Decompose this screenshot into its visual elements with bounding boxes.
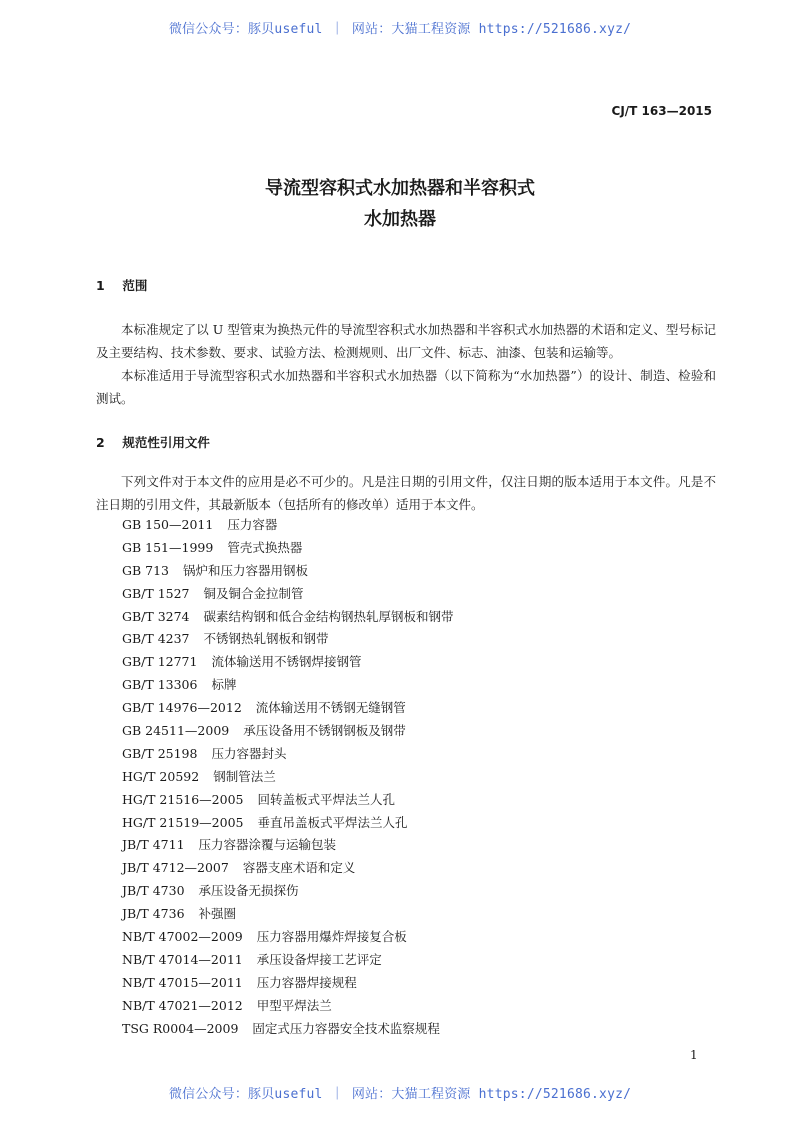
reference-code: GB/T 13306 (122, 677, 198, 693)
reference-item (122, 926, 454, 949)
document-title (0, 173, 800, 235)
reference-code: GB 713 (122, 562, 170, 578)
reference-title: 流体输送用不锈钢无缝钢管 (255, 700, 406, 716)
reference-title: 不锈钢热轧钢板和钢带 (203, 631, 329, 647)
title-line-1: 导流型容积式水加热器和半容积式 (265, 178, 535, 199)
reference-item (122, 903, 454, 926)
title-line-2: 水加热器 (364, 209, 436, 230)
reference-title: 压力容器封头 (211, 745, 287, 761)
reference-title: 碳素结构钢和低合金结构钢热轧厚钢板和钢带 (203, 608, 454, 624)
reference-item (122, 628, 454, 651)
reference-title: 甲型平焊法兰 (256, 997, 332, 1013)
scope-paragraph-1: 本标准规定了以 U 型管束为换热元件的导流型容积式水加热器和半容积式水加热器的术语和定义、型号标记及主要结构、技术参数、要求、试验方法、检测规则、出厂文件、标志、油漆、包装和运输等。 (96, 322, 716, 360)
reference-title: 标牌 (211, 677, 237, 693)
reference-title: 容器支座术语和定义 (242, 860, 356, 876)
reference-title: 铜及铜合金拉制管 (203, 585, 304, 601)
reference-item (122, 560, 454, 583)
reference-item (122, 834, 454, 857)
reference-item (122, 583, 454, 606)
watermark-top: 微信公众号：豚贝useful ｜ 网站：大猫工程资源 https://521686.xyz/ (168, 22, 632, 37)
reference-item (122, 674, 454, 697)
reference-code: HG/T 21519—2005 (122, 814, 244, 830)
reference-item (122, 651, 454, 674)
reference-title: 压力容器焊接规程 (256, 974, 357, 990)
reference-title: 钢制管法兰 (213, 768, 276, 784)
reference-item (122, 972, 454, 995)
reference-code: GB/T 1527 (122, 585, 190, 601)
section-2-number: 2 (96, 435, 105, 450)
section-2-title: 规范性引用文件 (122, 435, 210, 450)
reference-item (122, 857, 454, 880)
reference-code: HG/T 21516—2005 (122, 791, 244, 807)
reference-code: JB/T 4711 (122, 837, 185, 853)
reference-code: GB 151—1999 (122, 539, 214, 555)
reference-code: JB/T 4712—2007 (122, 860, 229, 876)
reference-item (122, 1018, 454, 1041)
reference-item (122, 949, 454, 972)
standard-code: CJ/T 163—2015 (611, 104, 712, 118)
scope-paragraph-2: 本标准适用于导流型容积式水加热器和半容积式水加热器（以下简称为“水加热器”）的设计、制造、检验和测试。 (96, 368, 716, 406)
reference-title: 压力容器涂覆与运输包装 (198, 837, 337, 853)
reference-title: 压力容器用爆炸焊接复合板 (256, 929, 407, 945)
reference-code: GB 24511—2009 (122, 723, 230, 739)
reference-code: GB/T 3274 (122, 608, 190, 624)
reference-title: 承压设备焊接工艺评定 (256, 951, 382, 967)
page-number: 1 (690, 1048, 698, 1062)
reference-code: NB/T 47014—2011 (122, 951, 243, 967)
section-1-number: 1 (96, 278, 105, 293)
reference-item (122, 880, 454, 903)
reference-item (122, 697, 454, 720)
section-2-heading (96, 433, 210, 451)
references-intro: 下列文件对于本文件的应用是必不可少的。凡是注日期的引用文件，仅注日期的版本适用于本文件。凡是不注日期的引用文件，其最新版本（包括所有的修改单）适用于本文件。 (96, 474, 716, 512)
reference-item (122, 789, 454, 812)
reference-title: 补强圈 (198, 906, 237, 922)
reference-title: 锅炉和压力容器用钢板 (183, 562, 309, 578)
reference-title: 回转盖板式平焊法兰人孔 (257, 791, 395, 807)
reference-item (122, 812, 454, 835)
section-1-title: 范围 (122, 278, 148, 293)
reference-item (122, 514, 454, 537)
section-1-heading (96, 276, 147, 294)
reference-title: 垂直吊盖板式平焊法兰人孔 (257, 814, 408, 830)
reference-item (122, 743, 454, 766)
reference-title: 固定式压力容器安全技术监察规程 (252, 1020, 440, 1036)
reference-code: GB 150—2011 (122, 517, 214, 532)
reference-list (122, 514, 454, 1040)
reference-code: GB/T 14976—2012 (122, 700, 242, 716)
reference-code: NB/T 47021—2012 (122, 997, 243, 1013)
reference-code: JB/T 4730 (122, 883, 185, 899)
reference-code: GB/T 4237 (122, 631, 190, 647)
reference-title: 承压设备无损探伤 (198, 883, 299, 899)
reference-title: 承压设备用不锈钢钢板及钢带 (243, 723, 406, 739)
reference-code: NB/T 47002—2009 (122, 929, 243, 945)
reference-code: TSG R0004—2009 (122, 1020, 239, 1036)
reference-item (122, 720, 454, 743)
reference-code: GB/T 25198 (122, 745, 198, 761)
reference-code: JB/T 4736 (122, 906, 185, 922)
reference-item (122, 606, 454, 629)
reference-item (122, 537, 454, 560)
reference-item (122, 995, 454, 1018)
reference-item (122, 766, 454, 789)
reference-code: GB/T 12771 (122, 654, 198, 670)
reference-code: HG/T 20592 (122, 768, 200, 784)
reference-title: 流体输送用不锈钢焊接钢管 (211, 654, 362, 670)
reference-title: 管壳式换热器 (227, 539, 303, 555)
reference-title: 压力容器 (227, 517, 278, 532)
watermark-bottom: 微信公众号：豚贝useful ｜ 网站：大猫工程资源 https://521686.xyz/ (168, 1087, 632, 1102)
reference-code: NB/T 47015—2011 (122, 974, 243, 990)
